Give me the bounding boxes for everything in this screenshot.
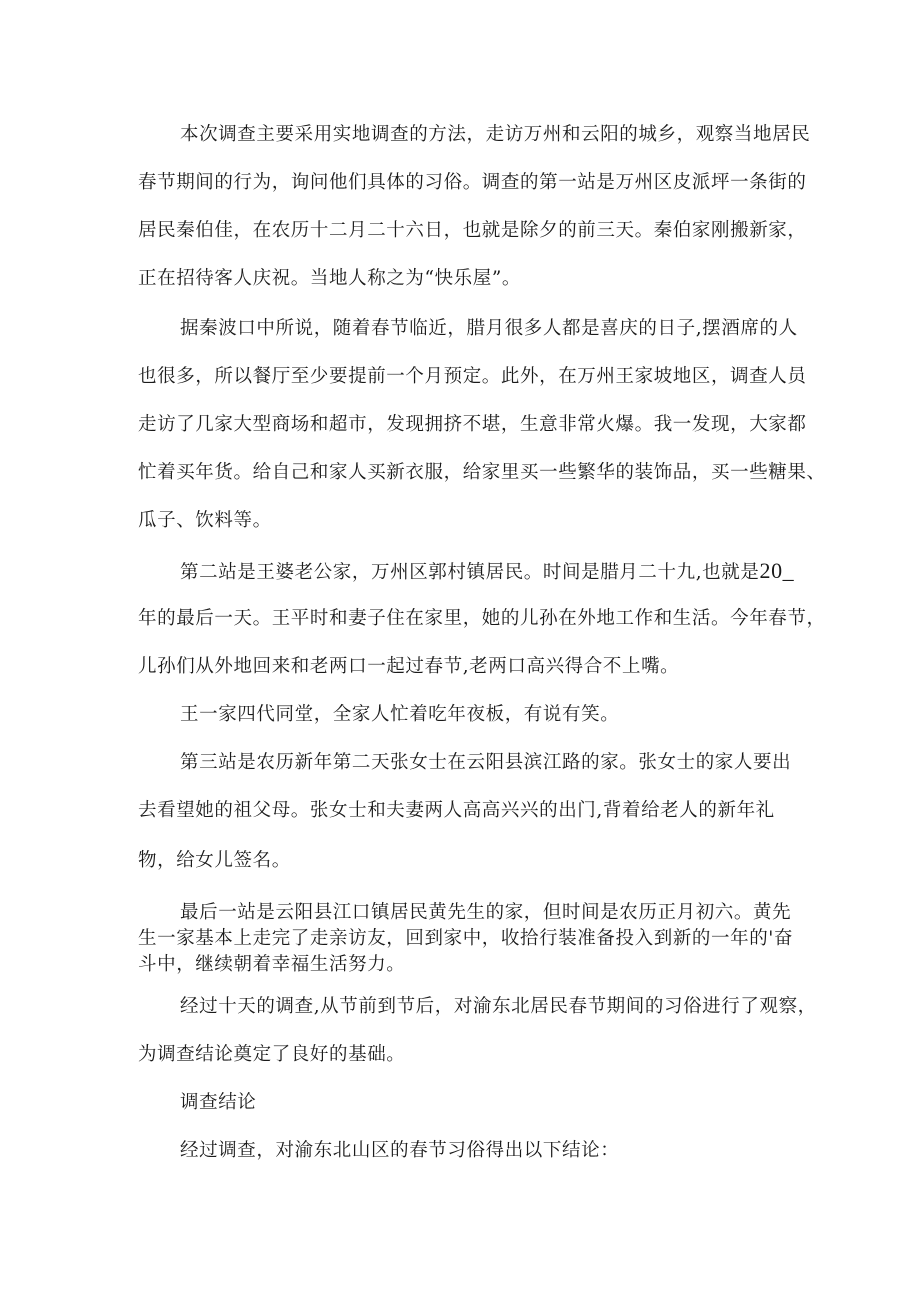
paragraph-7-line-1: 经过十天的调查,从节前到节后，对渝东北居民春节期间的习俗进行了观察， <box>180 996 817 1017</box>
section-heading: 调查结论 <box>180 1092 257 1113</box>
paragraph-3-line-2: 年的最后一天。王平时和妻子住在家里，她的儿孙在外地工作和生活。今年春节， <box>138 608 826 629</box>
paragraph-2-line-1: 据秦波口中所说，随着春节临近，腊月很多人都是喜庆的日子,摆酒席的人 <box>180 318 798 339</box>
paragraph-6-line-1: 最后一站是云阳县江口镇居民黄先生的家，但时间是农历正月初六。黄先 <box>180 902 792 923</box>
year-number: 20_ <box>759 558 795 583</box>
paragraph-1-line-1: 本次调查主要采用实地调查的方法，走访万州和云阳的城乡，观察当地居民 <box>180 124 811 145</box>
paragraph-2-line-3: 走访了几家大型商场和超市，发现拥挤不堪，生意非常火爆。我一发现，大家都 <box>138 414 807 435</box>
paragraph-2-line-5: 瓜子、饮料等。 <box>138 510 272 531</box>
paragraph-7-line-2: 为调查结论奠定了良好的基础。 <box>138 1044 406 1065</box>
paragraph-9-line-1: 经过调查，对渝东北山区的春节习俗得出以下结论： <box>180 1140 620 1161</box>
paragraph-2-line-4: 忙着买年货。给自己和家人买新衣服，给家里买一些繁华的装饰品，买一些糖果、 <box>138 462 826 483</box>
paragraph-3-line-3: 儿孙们从外地回来和老两口一起过春节,老两口高兴得合不上嘴。 <box>138 656 680 677</box>
paragraph-5-line-1: 第三站是农历新年第二天张女士在云阳县滨江路的家。张女士的家人要出 <box>180 752 792 773</box>
paragraph-1-line-3: 居民秦伯佳，在农历十二月二十六日，也就是除夕的前三天。秦伯家刚搬新家， <box>138 220 807 241</box>
paragraph-3-line-1-text: 第二站是王婆老公家，万州区郭村镇居民。时间是腊月二十九,也就是 <box>180 562 760 583</box>
paragraph-1-line-2: 春节期间的行为，询问他们具体的习俗。调查的第一站是万州区皮派坪一条街的 <box>138 172 807 193</box>
paragraph-6-line-3: 斗中，继续朝着幸福生活努力。 <box>138 954 406 975</box>
paragraph-6-line-2: 生一家基本上走完了走亲访友，回到家中，收拾行装准备投入到新的一年的'奋 <box>138 928 794 949</box>
paragraph-4-line-1: 王一家四代同堂，全家人忙着吃年夜板，有说有笑。 <box>180 704 620 725</box>
paragraph-5-line-3: 物，给女儿签名。 <box>138 850 291 871</box>
paragraph-3-line-1 <box>180 560 794 583</box>
paragraph-1-line-4: 正在招待客人庆祝。当地人称之为“快乐屋”。 <box>138 268 522 289</box>
paragraph-2-line-2: 也很多，所以餐厅至少要提前一个月预定。此外，在万州王家坡地区，调查人员 <box>138 366 807 387</box>
paragraph-5-line-2: 去看望她的祖父母。张女士和夫妻两人高高兴兴的出门,背着给老人的新年礼 <box>138 800 775 821</box>
